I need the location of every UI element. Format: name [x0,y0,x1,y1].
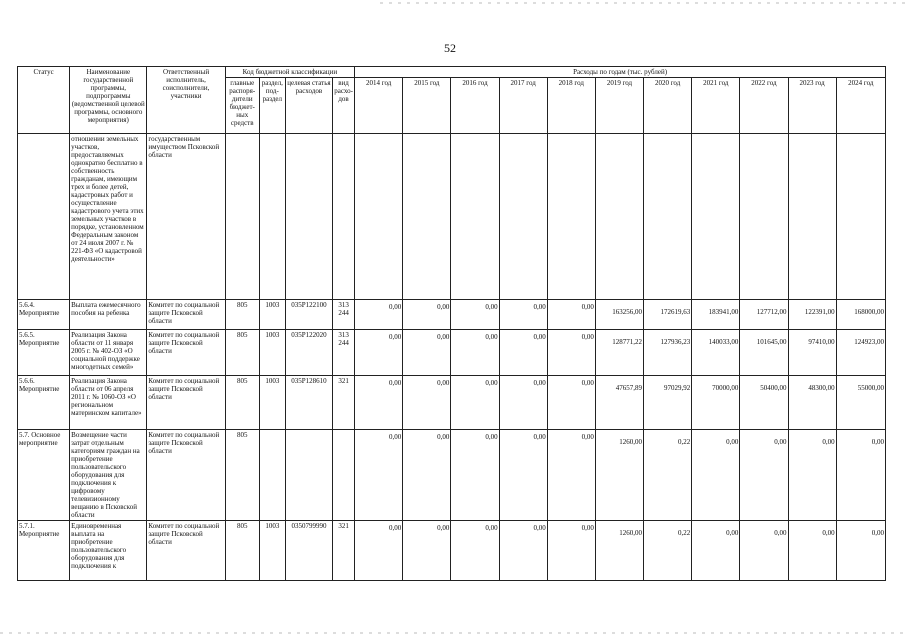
table-row [18,300,886,330]
row-status: 5.7. Основное мероприятие [18,430,70,521]
row-target [285,430,332,521]
header-year: 2019 год [595,78,643,134]
row-year-value: 0,00 [403,300,451,330]
row-grbs: 805 [225,300,259,330]
header-year: 2022 год [740,78,788,134]
row-year-value: 1260,00 [595,521,643,581]
header-responsible: Ответственный исполнитель, соисполнители, участники [147,67,225,134]
row-status: 5.6.4. Мероприятие [18,300,70,330]
row-year-value: 47657,89 [595,376,643,430]
row-year-value: 0,00 [547,521,595,581]
row-responsible: Комитет по социальной защите Псковской области [147,521,225,581]
row-section: 1003 [259,300,285,330]
header-year: 2014 год [355,78,403,134]
row-section: 1003 [259,521,285,581]
row-status: 5.7.1. Мероприятие [18,521,70,581]
table-row [18,521,886,581]
row-section [259,430,285,521]
header-year: 2015 год [403,78,451,134]
row-name: Реализация Закона области от 06 апреля 2011 г. № 1060-ОЗ «О региональном материнском капитале» [70,376,147,430]
row-year-value: 0,00 [692,521,740,581]
header-grbs: главные распоря-дители бюджет-ных средств [225,78,259,134]
row-year-value: 0,00 [499,376,547,430]
header-year: 2017 год [499,78,547,134]
row-year-value: 128771,22 [595,330,643,376]
row-section: 1003 [259,330,285,376]
row-year-value: 0,00 [836,430,885,521]
row-grbs: 805 [225,430,259,521]
row-year-value: 0,00 [451,376,499,430]
row-year-value: 1260,00 [595,430,643,521]
row-year-value: 0,00 [499,430,547,521]
row-exp-type [333,134,355,300]
row-year-value [788,134,836,300]
row-year-value [740,134,788,300]
page-number: 52 [444,41,456,55]
row-year-value: 122391,00 [788,300,836,330]
header-year: 2023 год [788,78,836,134]
row-year-value: 0,00 [547,376,595,430]
header-year: 2021 год [692,78,740,134]
row-year-value: 0,22 [644,430,692,521]
row-section [259,134,285,300]
table-row [18,376,886,430]
row-year-value: 0,00 [403,330,451,376]
scan-noise-top [380,2,905,4]
row-year-value [692,134,740,300]
row-year-value: 0,00 [547,300,595,330]
row-name: отношении земельных участков, предоставляемых однократно бесплатно в собственность гражданам, имеющим трех и более детей, кадастровых работ и осуществление кадастрового учета этих земельных участков в порядке, установленном Федеральным законом от 24 июля 2007 г. № 221-ФЗ «О кадастровой деятельности» [70,134,147,300]
header-section: раздел, под-раздел [259,78,285,134]
row-grbs: 805 [225,330,259,376]
row-year-value: 0,00 [740,521,788,581]
row-year-value: 0,22 [644,521,692,581]
row-target: 035Р122020 [285,330,332,376]
table-row [18,330,886,376]
row-responsible: Комитет по социальной защите Псковской области [147,430,225,521]
row-name: Выплата ежемесячного пособия на ребенка [70,300,147,330]
row-status [18,134,70,300]
header-status: Статус [18,67,70,134]
budget-table [17,66,886,581]
row-year-value: 0,00 [451,521,499,581]
row-year-value: 0,00 [499,330,547,376]
row-year-value [451,134,499,300]
row-section: 1003 [259,376,285,430]
row-exp-type: 313 244 [333,330,355,376]
row-year-value: 0,00 [451,430,499,521]
row-year-value: 0,00 [547,330,595,376]
row-year-value: 183941,00 [692,300,740,330]
row-exp-type [333,430,355,521]
row-year-value: 0,00 [740,430,788,521]
row-exp-type: 321 [333,521,355,581]
row-year-value: 0,00 [355,521,403,581]
row-year-value: 0,00 [836,521,885,581]
row-year-value: 101645,00 [740,330,788,376]
row-year-value: 0,00 [355,376,403,430]
table-row [18,430,886,521]
row-year-value: 0,00 [403,376,451,430]
row-year-value: 127712,00 [740,300,788,330]
row-responsible: Комитет по социальной защите Псковской области [147,330,225,376]
row-year-value: 0,00 [403,521,451,581]
row-year-value: 0,00 [499,521,547,581]
row-year-value: 168000,00 [836,300,885,330]
row-year-value: 0,00 [499,300,547,330]
row-year-value: 48300,00 [788,376,836,430]
scan-noise-bottom [0,632,905,634]
row-responsible: Комитет по социальной защите Псковской области [147,376,225,430]
row-year-value: 97029,92 [644,376,692,430]
row-year-value: 172619,63 [644,300,692,330]
row-year-value [547,134,595,300]
row-year-value: 0,00 [788,430,836,521]
row-responsible: Комитет по социальной защите Псковской области [147,300,225,330]
row-year-value [836,134,885,300]
header-year: 2018 год [547,78,595,134]
row-target: 035Р122100 [285,300,332,330]
row-name: Возмещение части затрат отдельным категориям граждан на приобретение пользовательского оборудования для подключения к цифровому телевизионному вещанию в Псковской области [70,430,147,521]
header-year: 2024 год [836,78,885,134]
row-year-value: 0,00 [451,300,499,330]
table-row [18,134,886,300]
row-year-value: 0,00 [355,330,403,376]
header-target: целевая статья расходов [285,78,332,134]
row-year-value: 140033,00 [692,330,740,376]
row-year-value: 124923,00 [836,330,885,376]
header-expenses: Расходы по годам (тыс. рублей) [355,67,886,78]
row-year-value [644,134,692,300]
row-year-value [499,134,547,300]
row-grbs [225,134,259,300]
row-year-value: 0,00 [355,300,403,330]
row-year-value [355,134,403,300]
row-year-value: 0,00 [547,430,595,521]
row-name: Реализация Закона области от 11 января 2005 г. № 402-ОЗ «О социальной поддержке многодетных семей» [70,330,147,376]
row-year-value: 0,00 [788,521,836,581]
header-exp-type: вид расхо-дов [333,78,355,134]
row-year-value: 127936,23 [644,330,692,376]
row-year-value: 55000,00 [836,376,885,430]
row-name: Единовременная выплата на приобретение пользовательского оборудования для подключения к [70,521,147,581]
row-year-value: 0,00 [451,330,499,376]
row-grbs: 805 [225,376,259,430]
row-status: 5.6.5. Мероприятие [18,330,70,376]
row-year-value: 70000,00 [692,376,740,430]
row-year-value: 0,00 [692,430,740,521]
row-year-value: 50400,00 [740,376,788,430]
row-year-value: 97410,00 [788,330,836,376]
row-exp-type: 321 [333,376,355,430]
row-year-value [595,134,643,300]
row-year-value [403,134,451,300]
row-exp-type: 313 244 [333,300,355,330]
row-target: 0350799990 [285,521,332,581]
row-year-value: 0,00 [355,430,403,521]
row-grbs: 805 [225,521,259,581]
row-target [285,134,332,300]
row-status: 5.6.6. Мероприятие [18,376,70,430]
header-budget-code: Код бюджетной классификации [225,67,354,78]
row-target: 035Р128610 [285,376,332,430]
row-year-value: 0,00 [403,430,451,521]
row-year-value: 163256,00 [595,300,643,330]
header-name: Наименование государственной программы, подпрограммы (ведомственной целевой программы, основного мероприятия) [70,67,147,134]
header-year: 2020 год [644,78,692,134]
header-year: 2016 год [451,78,499,134]
row-responsible: государственным имуществом Псковской области [147,134,225,300]
